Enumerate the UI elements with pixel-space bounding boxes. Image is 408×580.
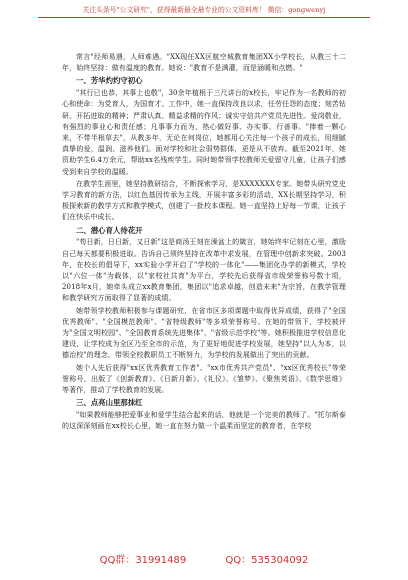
footer-qq: QQ：535304092 [225, 555, 309, 566]
body-paragraph: 她个人先后获得"xx区优秀教育工作者"、"xx市优秀共产党员"、"xx区优秀校长"等荣誉称号，出版了《创新教育》、《日新月新》、《礼仪》、《雏梦》、《聚焦英语》、《数学思维》等著作，推动了学校教育的发展。 [62, 363, 346, 395]
section-title: 一、芳华灼灼守初心 [76, 76, 143, 86]
footer-qq-group: QQ群：31991489 [99, 555, 187, 566]
body-paragraph: 在教学生涯里，她坚持教研结合，不断探索学习，是XXXXXXX专家。她带头研究党史学习教育的新方法，以红色基因传承为主线，开展丰富多彩的活动，XX长期坚持学习，积极探索新的教学方式和教学模式，创建了一批校本课程。她一直坚持上好每一节课，让孩子们在快乐中成长。 [62, 179, 346, 222]
body-paragraph: 她带领学校教师积极参与课题研究，在省市区多项课题中取得优异成绩，获得了"全国优秀教师"、"全国模范教师"、"省特级教师"等多项荣誉称号。在她的带领下，学校被评为"全国文明校园"、"全国教育系统先进集体"、"省级示范学校"等。她积极推进学校信息化建设，让学校成为全区乃至全市的示范，为了更好地促进学校发展，她坚持"以人为本，以德治校"的理念，带领全校教职员工不断努力，为学校的发展做出了突出的贡献。 [62, 306, 346, 360]
footer-contact [0, 551, 408, 566]
header-banner: 关注头条号"公文研究"，获得最新最全最专业的公文资料库！ 微信：gongwenyj [38, 4, 370, 18]
body-paragraph: "其行已也恭，其事上也敬"，30余年植根于三尺讲台的x校长，牢记作为一名教师的初心和使命：为党育人，为国育才。工作中，她一直保持改良以求，任劳任怨的态度；刻苦钻研、开拓进取的精神；严肃认真、精益求精的作风；诚实守信共产党员先进性。爱岗敬业，有强烈的事业心和责任感；凡事事力而为，热心做好事、办实事、行善事。"捧着一颗心来，不带半根草去"，从教多年，无论在何岗位，她都用心关注每一个孩子的成长，用细腻真挚的爱，温润、滋养他们。面对学校和社会弱势群体，更是从不放弃。截至2021年，她资助学生6.4万余元，帮助xx名残疾学生。同时她带领学校教师关爱留守儿童，让孩子们感受到来自学校的温暖。 [62, 89, 346, 176]
section-title: 二、潜心育人待花开 [76, 225, 143, 235]
body-paragraph: "如果教师能够把爱事业和爱学生结合起来的话，他就是一个完美的教师了。"托尔斯泰的这深深刻画在xx校长心里，她一直在努力做一个温柔而坚定的教育者，在学校 [62, 411, 346, 431]
body-paragraph: "苟日新，日日新，又日新"这是商汤王刻在澡盆上的箴言，她始终牢记刻在心里，激励自己每天都要积极进取。告诉自己须终坚持在改革中求发展，在管理中创新求突破。2003年，在校长的倡导下，xx实验小学开启了"学校的一体化"——集团化办学的新模式，学校以"六位一体"为载体，以"家校社共育"为平台，学校先后获得省市级荣誉称号数十项，2018年x月，她牵头成立xx教育集团，集团以"追求卓越，创造未来"为宗旨，在教学管理和教学研究方面取得了显著的成绩。 [62, 238, 346, 303]
intro-paragraph: 常言"经师易遇，人师难遇。"XX现任XX区航空城教育集团XX小学校长，从教三十二年，始终坚持：做有温度的教育。她说："教育不是满灌，而是涵暖和点燃。" [62, 53, 346, 73]
section-title: 三、点亮山里那抹红 [76, 398, 143, 408]
document-body [62, 52, 346, 433]
